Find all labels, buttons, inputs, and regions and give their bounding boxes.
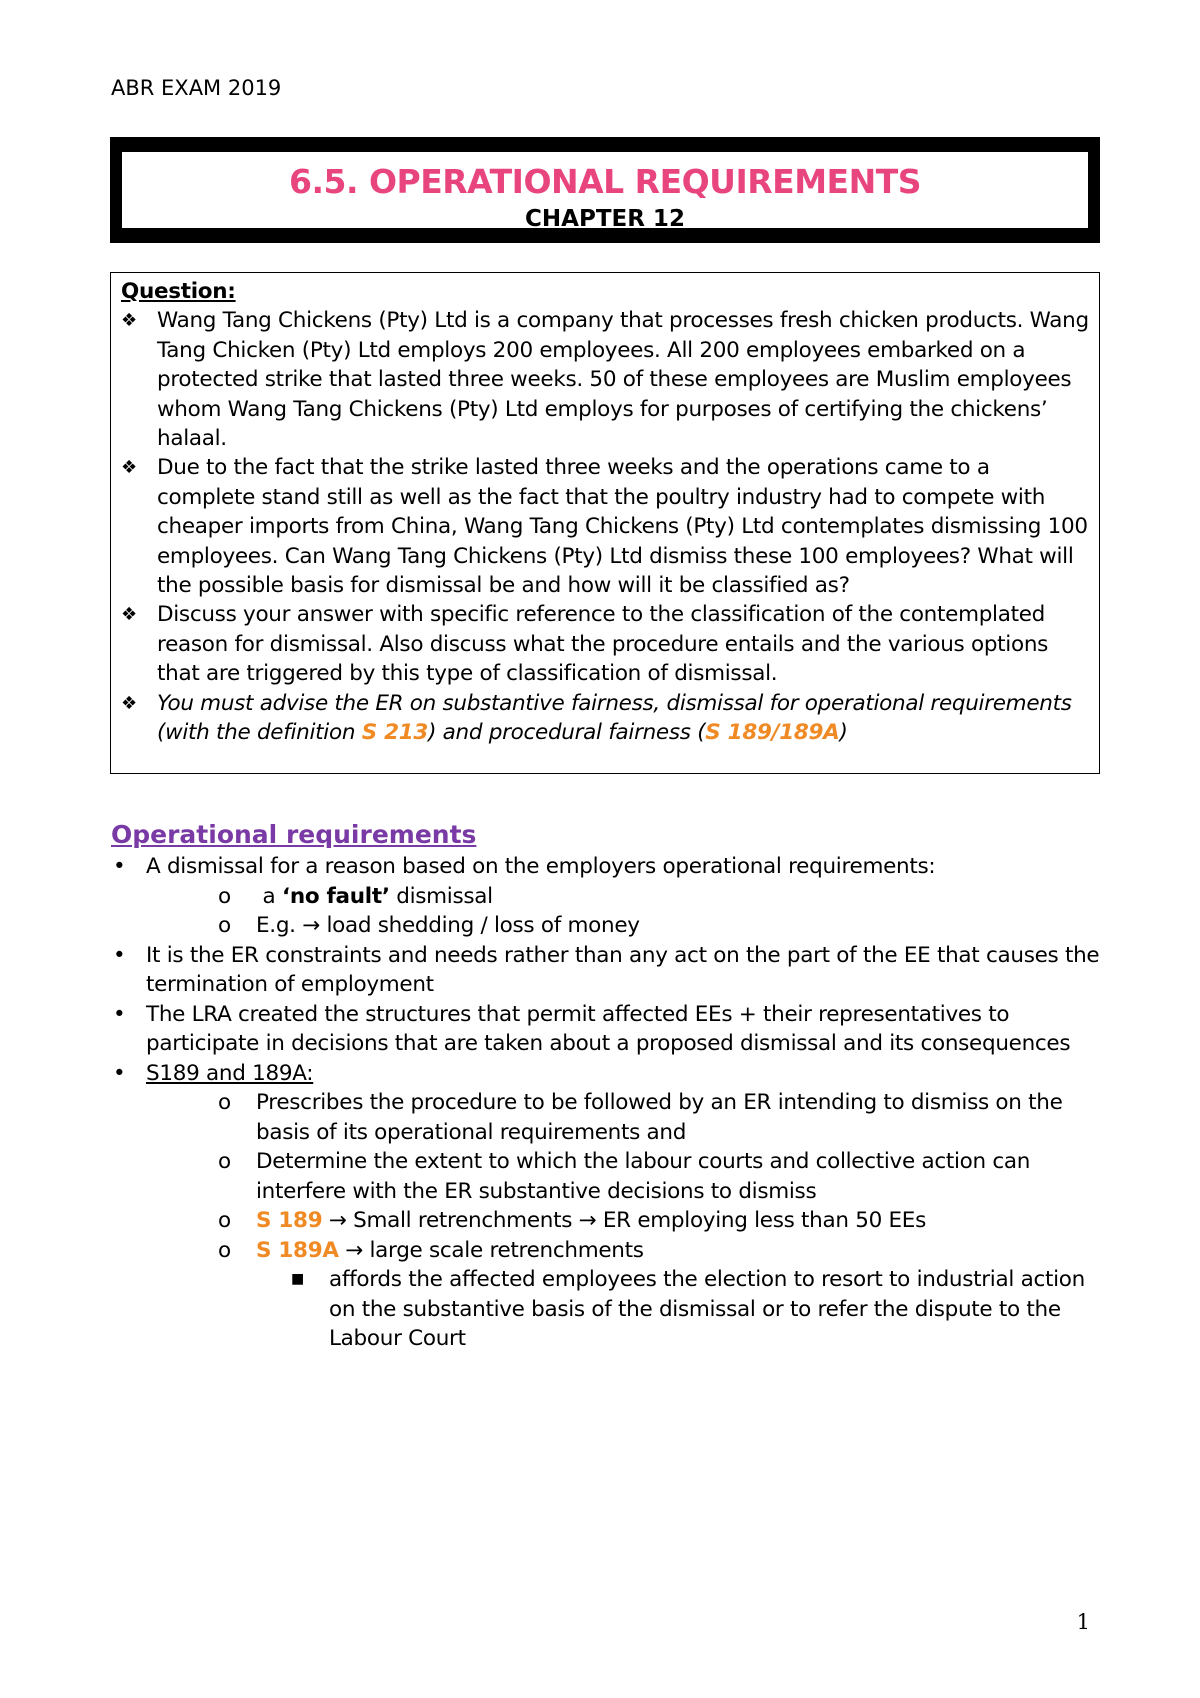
list-item bbox=[183, 1147, 1111, 1206]
bullet-icon: • bbox=[113, 942, 126, 968]
circle-bullet-icon: o bbox=[218, 883, 231, 909]
diamond-bullet-icon: ❖ bbox=[121, 604, 137, 626]
advice-text: You must advise the ER on substantive fairness, dismissal for operational requirements (with the definition bbox=[157, 690, 1072, 746]
question-item-text: Wang Tang Chickens (Pty) Ltd is a company that processes fresh chicken products. Wang Tang Chicken (Pty) Ltd employs 200 employees. All 200 employees embarked on a protected strike that lasted three weeks. 50 of these employees are Muslim employees whom Wang Tang Chickens (Pty) Ltd employs for purposes of certifying the chickens’ halaal. bbox=[157, 308, 1089, 452]
question-item-text: Due to the fact that the strike lasted three weeks and the operations came to a complete stand still as well as the fact that the poultry industry had to compete with cheaper imports from China, Wang Tang Chickens (Pty) Ltd contemplates dismissing 100 employees. Can Wang Tang Chickens (Pty) Ltd dismiss these 100 employees? What will the possible basis for dismissal be and how will it be classified as? bbox=[157, 455, 1088, 599]
question-list bbox=[121, 306, 1089, 747]
list-item bbox=[183, 1236, 1111, 1354]
title-inner bbox=[120, 150, 1090, 230]
list-item-text: E.g. → load shedding / loss of money bbox=[256, 913, 640, 938]
section-title: 6.5. OPERATIONAL REQUIREMENTS bbox=[289, 162, 921, 201]
diamond-bullet-icon: ❖ bbox=[121, 310, 137, 332]
sub-list bbox=[146, 1088, 1111, 1354]
circle-bullet-icon: o bbox=[218, 1237, 231, 1263]
circle-bullet-icon: o bbox=[218, 1090, 231, 1115]
list-item bbox=[111, 852, 1111, 941]
square-bullet-icon: ■ bbox=[291, 1271, 304, 1287]
section-reference: S 189A bbox=[256, 1237, 339, 1263]
bold-term: ‘no fault’ bbox=[281, 883, 390, 909]
section-reference: S 213 bbox=[361, 720, 429, 746]
list-item-text: dismissal bbox=[389, 883, 493, 909]
list-item-text: The LRA created the structures that permit affected EEs + their representatives to participate in decisions that are taken about a proposed dismissal and its consequences bbox=[146, 1001, 1071, 1056]
question-box bbox=[110, 272, 1100, 774]
question-item-text: Discuss your answer with specific reference to the classification of the contemplated reason for dismissal. Also discuss what the procedure entails and the various options that are triggered by this type of classification of dismissal. bbox=[157, 602, 1049, 687]
list-item-text: a bbox=[262, 883, 282, 909]
sub-list bbox=[146, 882, 1111, 941]
section-reference: S 189/189A bbox=[705, 720, 840, 746]
advice-text: ) bbox=[839, 720, 848, 746]
question-heading: Question: bbox=[121, 279, 236, 304]
circle-bullet-icon: o bbox=[218, 913, 231, 938]
circle-bullet-icon: o bbox=[218, 1149, 231, 1174]
list-item bbox=[183, 911, 1111, 941]
question-item bbox=[121, 689, 1089, 748]
bullet-icon: • bbox=[113, 1060, 126, 1086]
bullet-icon: • bbox=[113, 1001, 126, 1027]
list-item-text: A dismissal for a reason based on the employers operational requirements: bbox=[146, 854, 936, 879]
bullet-icon: • bbox=[113, 854, 126, 879]
list-item bbox=[183, 1088, 1111, 1147]
sub-sub-list bbox=[256, 1265, 1111, 1354]
notes-section bbox=[111, 818, 1111, 1354]
list-item bbox=[111, 941, 1111, 1000]
list-item bbox=[183, 1206, 1111, 1236]
diamond-bullet-icon: ❖ bbox=[121, 692, 137, 714]
section-reference: S 189 bbox=[256, 1208, 323, 1233]
page-number: 1 bbox=[1076, 1610, 1090, 1634]
advice-text: ) and procedural fairness ( bbox=[428, 720, 706, 746]
question-item bbox=[121, 306, 1089, 453]
list-item-text: affords the affected employees the election to resort to industrial action on the substantive basis of the dismissal or to refer the dispute to the Labour Court bbox=[329, 1267, 1085, 1351]
notes-list bbox=[111, 852, 1111, 1354]
list-item-text: S189 and 189A: bbox=[146, 1060, 314, 1086]
running-header: ABR EXAM 2019 bbox=[111, 76, 282, 100]
chapter-label: CHAPTER 12 bbox=[525, 206, 685, 232]
list-item bbox=[111, 1059, 1111, 1354]
list-item-text: Determine the extent to which the labour courts and collective action can interfere with the ER substantive decisions to dismiss bbox=[256, 1149, 1031, 1204]
list-item-text: It is the ER constraints and needs rather than any act on the part of the EE that causes the termination of employment bbox=[146, 942, 1100, 997]
list-item-text: → large scale retrenchments bbox=[338, 1237, 644, 1263]
list-item-text: → Small retrenchments → ER employing less than 50 EEs bbox=[322, 1208, 926, 1233]
question-item bbox=[121, 600, 1089, 688]
circle-bullet-icon: o bbox=[218, 1208, 231, 1233]
title-box bbox=[110, 137, 1100, 243]
list-item-text: Prescribes the procedure to be followed by an ER intending to dismiss on the basis of its operational requirements and bbox=[256, 1090, 1063, 1145]
notes-heading: Operational requirements bbox=[111, 820, 477, 849]
list-item bbox=[183, 882, 1111, 912]
question-item bbox=[121, 453, 1089, 600]
diamond-bullet-icon: ❖ bbox=[121, 457, 137, 479]
list-item bbox=[111, 1000, 1111, 1059]
list-item bbox=[256, 1265, 1111, 1354]
